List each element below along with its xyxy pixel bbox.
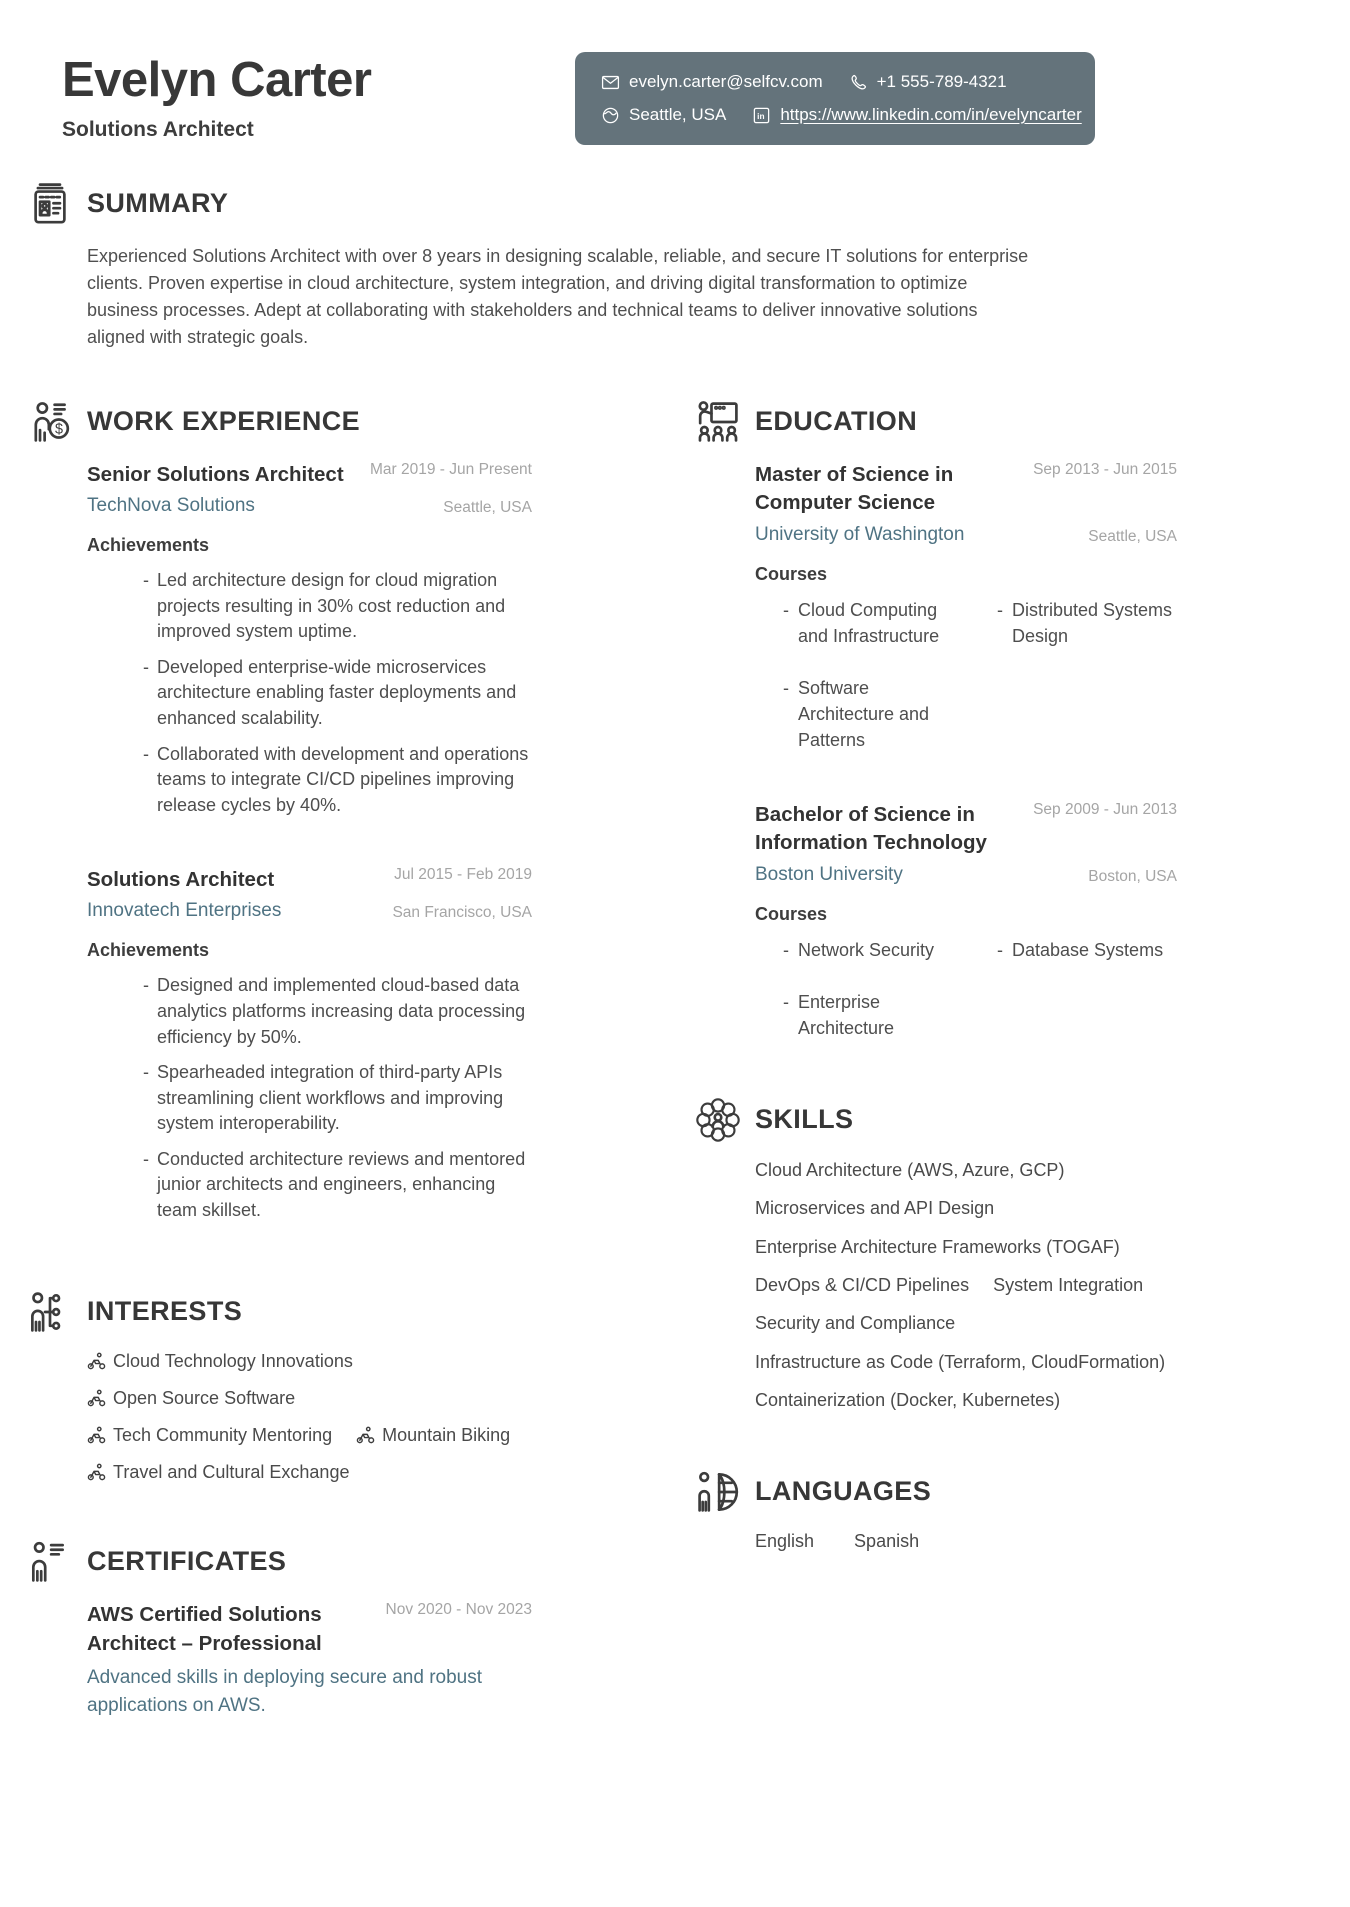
contact-location-text: Seattle, USA: [629, 105, 727, 124]
svg-text:in: in: [757, 110, 765, 121]
languages-section: [695, 1467, 1177, 1552]
certificate-dates: Nov 2020 - Nov 2023: [385, 1601, 532, 1619]
achievements-list: [87, 973, 532, 1223]
course-item: - Network Security: [783, 937, 953, 963]
skills-section: [695, 1095, 1177, 1413]
skill-item: Security and Compliance: [755, 1313, 956, 1334]
person-job-title: Solutions Architect: [62, 118, 254, 141]
interest-label: Cloud Technology Innovations: [113, 1351, 353, 1372]
work-experience-section: [27, 397, 532, 1233]
interests-heading: INTERESTS: [87, 1296, 243, 1327]
certificate-entry: [87, 1601, 532, 1721]
certificate-description: Advanced skills in deploying secure and robust applications on AWS.: [87, 1666, 483, 1717]
summary-body: [87, 179, 1350, 351]
cyclist-icon: [87, 1352, 106, 1371]
person-money-icon: [27, 399, 73, 445]
certificate-entry-head: [87, 1601, 532, 1658]
job-entry-left: [87, 866, 281, 922]
school-meta: [1017, 461, 1177, 546]
contact-phone: [849, 72, 1007, 92]
language-item: English: [755, 1530, 815, 1551]
summary-heading: SUMMARY: [87, 188, 229, 218]
courses-list: [755, 597, 1177, 753]
interest-label: Open Source Software: [113, 1388, 296, 1409]
job-location: San Francisco, USA: [392, 904, 532, 922]
interest-item: [87, 1425, 332, 1446]
school-entry-head: [755, 461, 1177, 546]
certificates-heading: CERTIFICATES: [87, 1546, 287, 1577]
contact-linkedin: [752, 105, 1081, 125]
languages-list: [755, 1531, 1177, 1552]
cyclist-icon: [87, 1389, 106, 1408]
contact-email: [601, 72, 823, 92]
school-dates: Sep 2013 - Jun 2015: [1033, 461, 1177, 478]
job-title: Senior Solutions Architect: [87, 463, 344, 486]
work-body: [87, 397, 532, 1233]
skills-heading: SKILLS: [755, 1103, 854, 1134]
job-entry: [87, 461, 532, 818]
skill-item: Enterprise Architecture Frameworks (TOGAF): [755, 1236, 1120, 1257]
job-entry-head: [87, 866, 532, 922]
interests-gutter: [27, 1287, 87, 1483]
person-globe-icon: [695, 1469, 741, 1515]
school-name: Boston University: [755, 863, 903, 885]
achievement-item: - Led architecture design for cloud migration projects resulting in 30% cost reduction and improved system uptime.: [143, 568, 532, 645]
achievement-item: - Collaborated with development and operations teams to integrate CI/CD pipelines improving release cycles by 40%.: [143, 742, 532, 819]
languages-gutter: [695, 1467, 755, 1552]
school-entry-left: [755, 461, 1017, 546]
interest-label: Travel and Cultural Exchange: [113, 1462, 350, 1483]
certificates-section: [27, 1537, 532, 1721]
linkedin-icon: [752, 106, 771, 125]
course-item: - Database Systems: [997, 937, 1177, 963]
svg-text:$: $: [54, 421, 63, 438]
job-meta: [372, 866, 532, 922]
skill-item: Microservices and API Design: [755, 1198, 995, 1219]
interests-section: [27, 1287, 532, 1483]
education-body: [755, 397, 1177, 1041]
phone-icon: [849, 73, 868, 92]
skill-item: DevOps & CI/CD Pipelines: [755, 1275, 970, 1296]
school-location: Boston, USA: [1088, 867, 1177, 885]
job-company: Innovatech Enterprises: [87, 900, 282, 922]
course-item: - Enterprise Architecture: [783, 989, 953, 1041]
job-entry-left: [87, 461, 344, 517]
person-name: Evelyn Carter: [62, 53, 372, 107]
cyclist-icon: [87, 1426, 106, 1445]
job-company: TechNova Solutions: [87, 495, 255, 517]
course-item: - Cloud Computing and Infrastructure: [783, 597, 953, 649]
person-wreath-icon: [695, 1097, 741, 1143]
job-dates: Mar 2019 - Jun Present: [370, 461, 532, 478]
degree-title: Bachelor of Science in Information Technology: [755, 803, 987, 855]
achievement-item: - Spearheaded integration of third-party APIs streamlining client workflows and improving system interoperability.: [143, 1060, 532, 1137]
courses-label: Courses: [755, 563, 828, 584]
course-item: - Distributed Systems Design: [997, 597, 1177, 649]
identity-block: [62, 52, 371, 142]
interest-item: [356, 1425, 510, 1446]
job-title: Solutions Architect: [87, 868, 275, 892]
id-card-icon: [27, 181, 73, 227]
globe-icon: [601, 106, 620, 125]
email-icon: [601, 73, 620, 92]
achievement-item: - Designed and implemented cloud-based data analytics platforms increasing data processing efficiency by 50%.: [143, 973, 532, 1050]
skill-item: System Integration: [993, 1275, 1144, 1296]
interest-label: Mountain Biking: [382, 1425, 511, 1446]
skill-item: Infrastructure as Code (Terraform, CloudFormation): [755, 1351, 1166, 1372]
summary-text: Experienced Solutions Architect with over 8 years in designing scalable, reliable, and secure IT solutions for enterprise clients. Proven expertise in cloud architecture, system integration, and driving digital transformation to optimize business processes. Adept at collaborating with stakeholders and technical teams to deliver innovative solutions aligned with strategic goals.: [87, 246, 1029, 347]
job-dates: Jul 2015 - Feb 2019: [394, 866, 532, 884]
contact-row: [601, 105, 1082, 125]
school-entry-head: [755, 801, 1177, 886]
classroom-icon: [695, 399, 741, 445]
right-column: [695, 397, 1177, 1721]
degree-title: Master of Science in Computer Science: [755, 463, 954, 515]
contact-card: [575, 52, 1095, 145]
school-entry: [755, 461, 1177, 753]
certificates-body: [87, 1537, 532, 1721]
contact-phone-text: +1 555-789-4321: [876, 72, 1007, 91]
interests-body: [87, 1287, 532, 1483]
school-location: Seattle, USA: [1088, 527, 1177, 545]
skill-item: Containerization (Docker, Kubernetes): [755, 1390, 1061, 1411]
header: [62, 52, 1095, 145]
contact-location: [601, 105, 726, 125]
interest-item: [87, 1462, 532, 1483]
linkedin-link[interactable]: https://www.linkedin.com/in/evelyncarter: [780, 105, 1082, 124]
interest-label: Tech Community Mentoring: [113, 1425, 333, 1446]
cyclist-icon: [356, 1426, 375, 1445]
achievement-item: - Conducted architecture reviews and mentored junior architects and engineers, enhancing team skillset.: [143, 1147, 532, 1224]
person-list-icon: [27, 1539, 73, 1585]
courses-label: Courses: [755, 903, 828, 924]
education-section: [695, 397, 1177, 1041]
certificates-gutter: [27, 1537, 87, 1721]
achievement-item: - Developed enterprise-wide microservices architecture enabling faster deployments and enhanced scalability.: [143, 655, 532, 732]
certificate-name: AWS Certified Solutions Architect – Professional: [87, 1603, 322, 1655]
left-column: [27, 397, 532, 1721]
summary-gutter: [27, 179, 87, 351]
languages-heading: LANGUAGES: [755, 1475, 932, 1506]
interest-item: [87, 1351, 532, 1372]
achievements-label: Achievements: [87, 535, 210, 556]
certificate-entry-left: [87, 1601, 349, 1658]
education-heading: EDUCATION: [755, 406, 918, 436]
work-gutter: [27, 397, 87, 1233]
achievements-list: [87, 568, 532, 818]
summary-section: [27, 179, 1350, 351]
cyclist-icon: [87, 1463, 106, 1482]
work-heading: WORK EXPERIENCE: [87, 406, 361, 436]
interests-list: [87, 1351, 532, 1483]
skills-list: [755, 1159, 1177, 1413]
skills-gutter: [695, 1095, 755, 1413]
interest-item: [87, 1388, 532, 1409]
school-meta: [1017, 801, 1177, 886]
columns: [27, 397, 1350, 1721]
courses-list: [755, 937, 1177, 1041]
job-entry-head: [87, 461, 532, 517]
job-meta: [370, 461, 532, 517]
person-orgchart-icon: [27, 1289, 73, 1335]
content: [27, 179, 1350, 1721]
course-item: - Software Architecture and Patterns: [783, 675, 953, 753]
school-dates: Sep 2009 - Jun 2013: [1033, 801, 1177, 819]
school-entry-left: [755, 801, 1017, 886]
skill-item: Cloud Architecture (AWS, Azure, GCP): [755, 1159, 1065, 1180]
education-gutter: [695, 397, 755, 1041]
school-name: University of Washington: [755, 523, 965, 545]
contact-row: [601, 72, 1069, 92]
contact-email-text: evelyn.carter@selfcv.com: [629, 72, 823, 91]
job-entry: [87, 866, 532, 1223]
certificate-meta: [372, 1601, 532, 1658]
achievements-label: Achievements: [87, 940, 210, 961]
language-item: Spanish: [854, 1530, 920, 1551]
languages-body: [755, 1467, 1177, 1552]
school-entry: [755, 801, 1177, 1041]
job-location: Seattle, USA: [443, 499, 532, 517]
skills-body: [755, 1095, 1177, 1413]
